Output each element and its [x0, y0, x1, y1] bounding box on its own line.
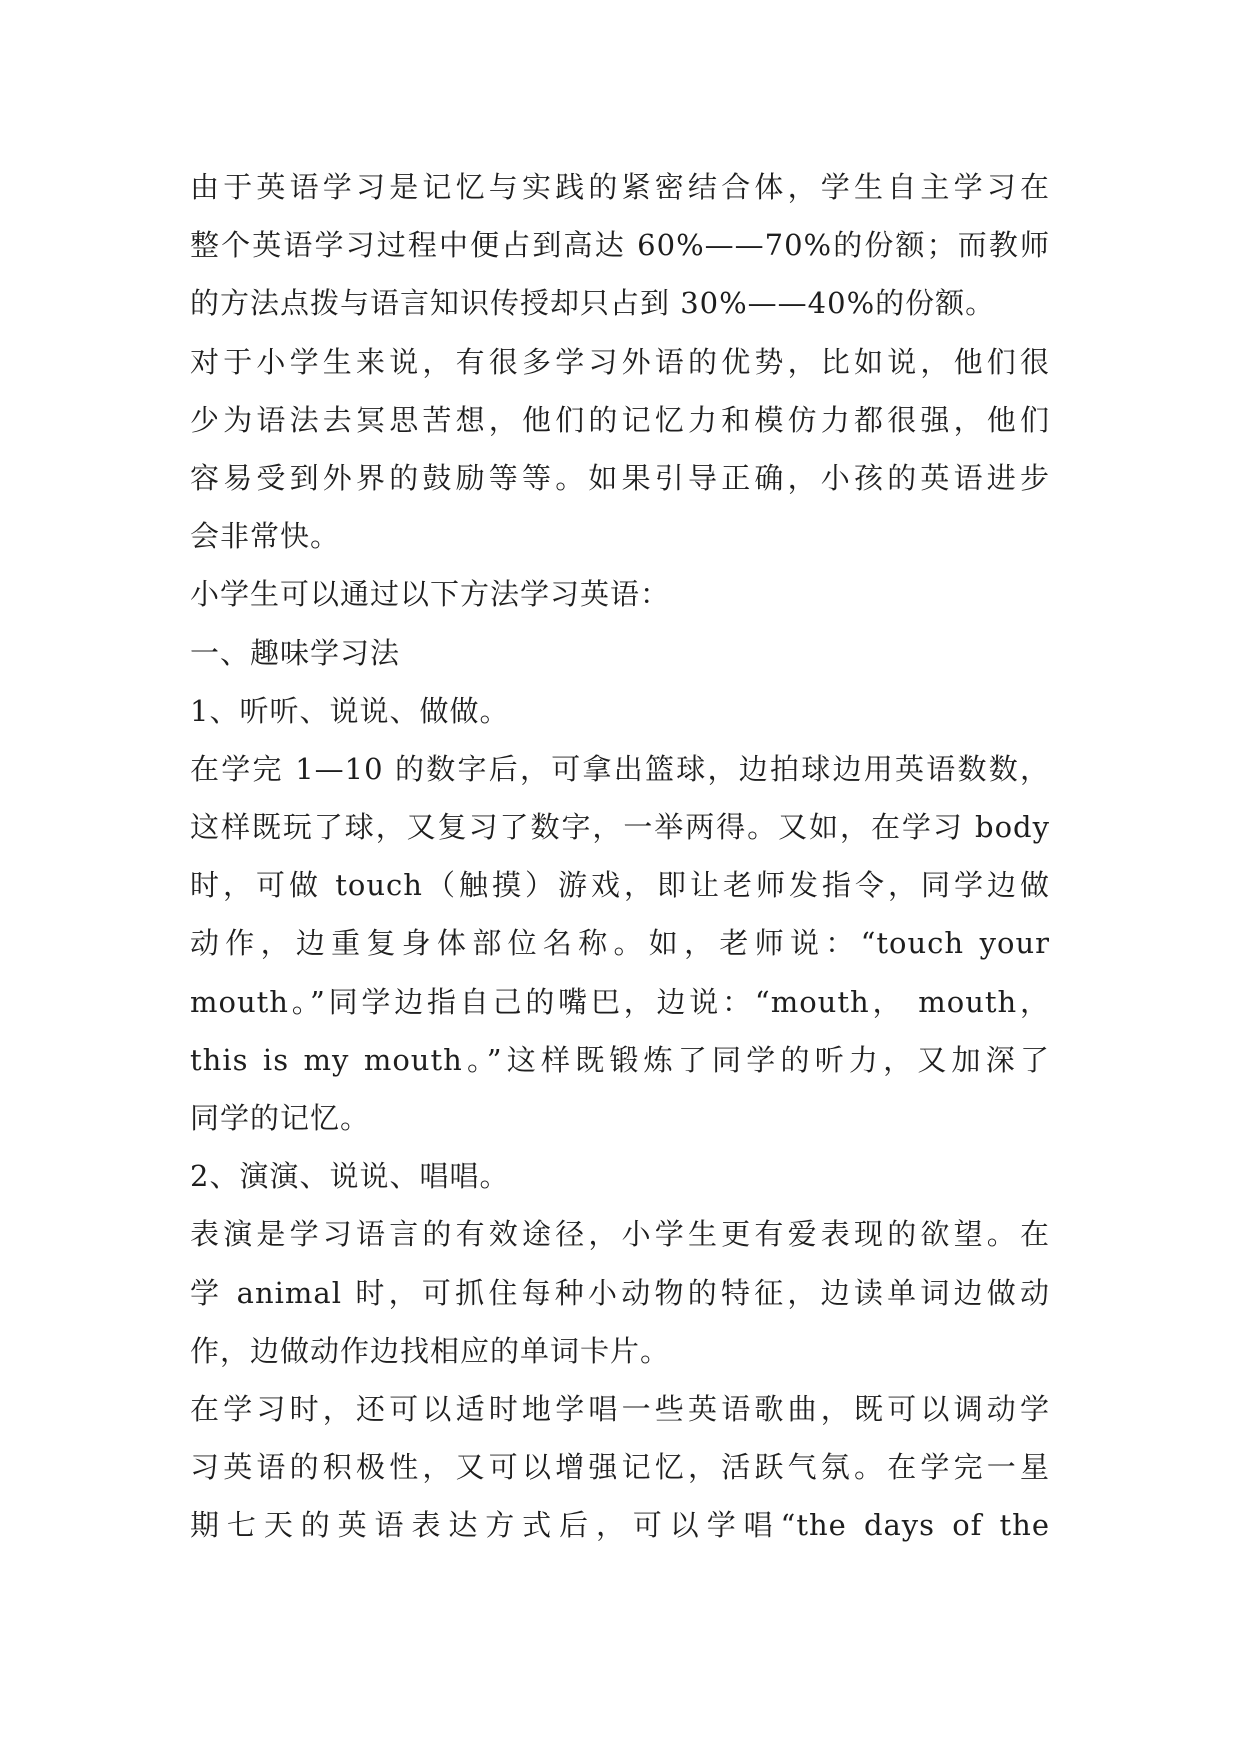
text-line: 在学习时，还可以适时地学唱一些英语歌曲，既可以调动学: [190, 1391, 1050, 1426]
text-line: 容易受到外界的鼓励等等。如果引导正确，小孩的英语进步: [190, 460, 1050, 495]
text-line: 整个英语学习过程中便占到高达 60%——70%的份额；而教师: [190, 228, 1050, 263]
text-line: 作，边做动作边找相应的单词卡片。: [190, 1333, 671, 1368]
section-heading: 一、趣味学习法: [190, 635, 401, 670]
subsection-heading: 2、演演、说说、唱唱。: [190, 1159, 510, 1194]
text-line: 习英语的积极性，又可以增强记忆，活跃气氛。在学完一星: [190, 1450, 1050, 1485]
text-line: 由于英语学习是记忆与实践的紧密结合体，学生自主学习在: [190, 170, 1050, 204]
text-line: 时，可做 touch（触摸）游戏，即让老师发指令，同学边做: [190, 868, 1050, 903]
text-line: 在学完 1—10 的数字后，可拿出篮球，边拍球边用英语数数，: [190, 751, 1050, 786]
text-line: this is my mouth。”这样既锻炼了同学的听力，又加深了: [190, 1042, 1050, 1077]
text-line: 学 animal 时，可抓住每种小动物的特征，边读单词边做动: [190, 1275, 1050, 1310]
text-line: 同学的记忆。: [190, 1101, 371, 1135]
text-line: 对于小学生来说，有很多学习外语的优势，比如说，他们很: [190, 344, 1050, 379]
text-line: 表演是学习语言的有效途径，小学生更有爱表现的欲望。在: [190, 1217, 1050, 1252]
subsection-heading: 1、听听、说说、做做。: [190, 693, 510, 728]
text-line: 的方法点拨与语言知识传授却只占到 30%——40%的份额。: [190, 286, 996, 321]
text-line: mouth。”同学边指自己的嘴巴，边说：“mouth， mouth，: [190, 984, 1050, 1019]
text-line: 这样既玩了球，又复习了数字，一举两得。又如，在学习 body: [190, 810, 1050, 845]
text-line: 少为语法去冥思苦想，他们的记忆力和模仿力都很强，他们: [190, 402, 1050, 437]
text-line: 会非常快。: [190, 519, 341, 554]
text-line: 小学生可以通过以下方法学习英语：: [190, 577, 671, 612]
text-line: 动作，边重复身体部位名称。如，老师说：“touch your: [190, 926, 1050, 961]
text-line: 期七天的英语表达方式后，可以学唱“the days of the: [190, 1508, 1050, 1543]
document-body: [190, 158, 1050, 1555]
